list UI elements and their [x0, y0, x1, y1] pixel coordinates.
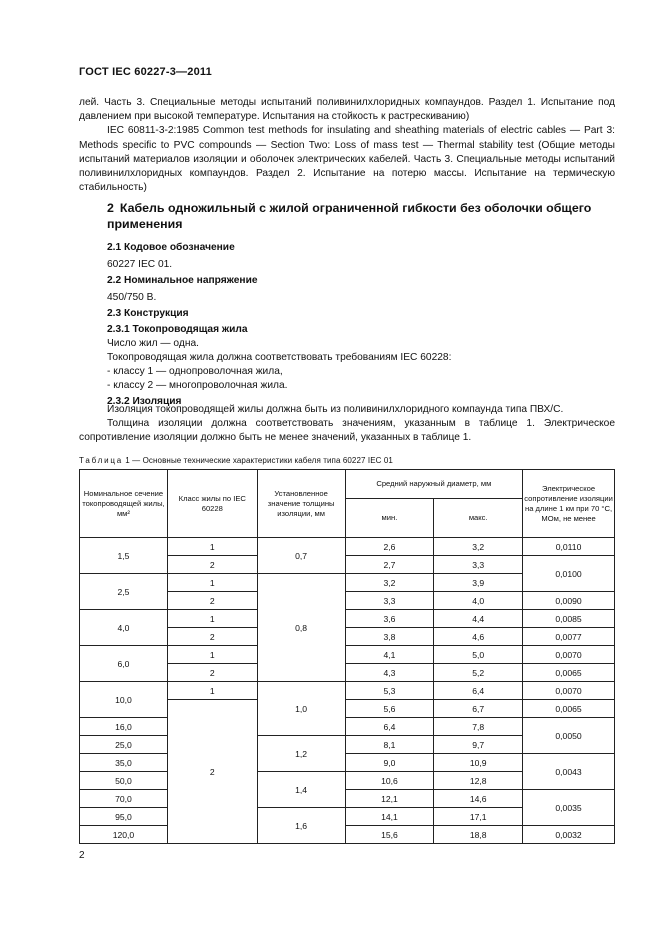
subsection-text: 450/750 В. [107, 292, 157, 303]
cell-section: 4,0 [80, 610, 168, 646]
cell-class: 2 [167, 700, 257, 844]
cell-section: 1,5 [80, 538, 168, 574]
cell-resistance: 0,0077 [523, 628, 615, 646]
subsection-text: Токопроводящая жила должна соответствовать требованиям IEC 60228: [107, 352, 452, 363]
header-diameter: Средний наружный диаметр, мм [345, 470, 523, 499]
cell-resistance: 0,0090 [523, 592, 615, 610]
list-item: - классу 1 — однопроволочная жила, [107, 366, 283, 377]
cell-dmin: 6,4 [345, 718, 434, 736]
cell-thickness: 1,4 [257, 772, 345, 808]
cell-dmax: 5,2 [434, 664, 523, 682]
cell-dmax: 3,9 [434, 574, 523, 592]
cell-thickness: 0,8 [257, 574, 345, 682]
cell-class: 1 [167, 538, 257, 556]
cell-section: 95,0 [80, 808, 168, 826]
cell-resistance: 0,0070 [523, 646, 615, 664]
cell-class: 2 [167, 592, 257, 610]
references-block [79, 96, 615, 195]
cell-dmax: 7,8 [434, 718, 523, 736]
cell-class: 1 [167, 574, 257, 592]
cell-section: 25,0 [80, 736, 168, 754]
subsection-text: Число жил — одна. [107, 338, 199, 349]
cell-section: 2,5 [80, 574, 168, 610]
cell-dmin: 3,8 [345, 628, 434, 646]
cell-resistance: 0,0110 [523, 538, 615, 556]
cell-resistance: 0,0070 [523, 682, 615, 700]
subsection-title: 2.3.2 Изоляция [107, 396, 182, 407]
paragraph: Толщина изоляции должна соответствовать значениям, указанным в таблице 1. Электрическое сопротивление изоляции должно быть не менее значений, указанных в таблице 1. [79, 418, 615, 444]
cell-dmin: 4,1 [345, 646, 434, 664]
cell-dmax: 14,6 [434, 790, 523, 808]
header-section: Номинальное сечение токопроводящей жилы, мм² [80, 470, 168, 538]
cell-class: 2 [167, 664, 257, 682]
cell-class: 2 [167, 628, 257, 646]
cell-section: 6,0 [80, 646, 168, 682]
cell-dmin: 4,3 [345, 664, 434, 682]
cell-dmin: 3,3 [345, 592, 434, 610]
cell-dmin: 5,6 [345, 700, 434, 718]
cell-section: 70,0 [80, 790, 168, 808]
section-title: Кабель одножильный с жилой ограниченной гибкости без оболочки общего применения [107, 201, 592, 231]
cell-dmax: 9,7 [434, 736, 523, 754]
cell-dmin: 9,0 [345, 754, 434, 772]
subsection-text: 60227 IEC 01. [107, 259, 173, 270]
header-min: мин. [345, 499, 434, 538]
cell-resistance: 0,0065 [523, 664, 615, 682]
cell-dmin: 3,2 [345, 574, 434, 592]
cell-dmin: 8,1 [345, 736, 434, 754]
subsection-title: 2.2 Номинальное напряжение [107, 275, 258, 286]
cell-dmax: 4,6 [434, 628, 523, 646]
cell-thickness: 1,2 [257, 736, 345, 772]
cell-thickness: 0,7 [257, 538, 345, 574]
subsection-title: 2.3 Конструкция [107, 308, 189, 319]
cell-dmin: 5,3 [345, 682, 434, 700]
cell-dmin: 2,6 [345, 538, 434, 556]
page-number: 2 [79, 850, 85, 861]
cell-section: 50,0 [80, 772, 168, 790]
reference-paragraph: IEC 60811-3-2:1985 Common test methods for insulating and sheathing materials of electric cables — Part 3: Methods specific to PVC compounds — Section Two: Loss of mass test — Thermal stability test (Общие методы испытаний материалов изоляции и оболочек электрических кабелей. Часть 3. Специальные методы испытаний поливинилхлоридных компаундов. Раздел 2. Испытание на потерю массы. Испытание на термическую стабильность) [79, 125, 615, 194]
section-number: 2 [107, 201, 114, 215]
cell-dmax: 10,9 [434, 754, 523, 772]
cell-dmin: 14,1 [345, 808, 434, 826]
cell-dmax: 4,4 [434, 610, 523, 628]
cell-dmax: 12,8 [434, 772, 523, 790]
header-resistance: Электрическое сопротивление изоляции на длине 1 км при 70 °С, МОм, не менее [523, 470, 615, 538]
reference-paragraph: лей. Часть 3. Специальные методы испытаний поливинилхлоридных компаундов. Раздел 1. Испытание под давлением при высокой температуре. Испытания на стойкость к растрескиванию) [79, 97, 615, 123]
header-class: Класс жилы по IEC 60228 [167, 470, 257, 538]
table-caption-word: Таблица [79, 456, 123, 465]
cell-class: 1 [167, 682, 257, 700]
cell-resistance: 0,0065 [523, 700, 615, 718]
cell-dmax: 17,1 [434, 808, 523, 826]
cell-section: 16,0 [80, 718, 168, 736]
cell-dmin: 2,7 [345, 556, 434, 574]
cell-section: 10,0 [80, 682, 168, 718]
table-caption-text: 1 — Основные технические характеристики кабеля типа 60227 IEC 01 [125, 456, 393, 465]
subsection-block [107, 241, 615, 409]
cell-dmax: 3,3 [434, 556, 523, 574]
cell-dmin: 10,6 [345, 772, 434, 790]
cell-thickness: 1,6 [257, 808, 345, 844]
cell-resistance: 0,0050 [523, 718, 615, 754]
cell-resistance: 0,0043 [523, 754, 615, 790]
header-max: макс. [434, 499, 523, 538]
table-caption [79, 456, 619, 465]
section-heading [107, 200, 607, 232]
cell-class: 1 [167, 610, 257, 628]
cell-dmax: 6,4 [434, 682, 523, 700]
cell-dmax: 6,7 [434, 700, 523, 718]
cell-section: 120,0 [80, 826, 168, 844]
cell-resistance: 0,0100 [523, 556, 615, 592]
cell-section: 35,0 [80, 754, 168, 772]
cell-dmax: 18,8 [434, 826, 523, 844]
cell-resistance: 0,0035 [523, 790, 615, 826]
cell-dmax: 4,0 [434, 592, 523, 610]
cell-thickness: 1,0 [257, 682, 345, 736]
cell-dmin: 12,1 [345, 790, 434, 808]
cell-dmax: 5,0 [434, 646, 523, 664]
header-thickness: Установленное значение толщины изоляции, мм [257, 470, 345, 538]
document-header: ГОСТ IEC 60227-3—2011 [79, 66, 212, 78]
cell-dmax: 3,2 [434, 538, 523, 556]
cell-dmin: 15,6 [345, 826, 434, 844]
subsection-title: 2.3.1 Токопроводящая жила [107, 324, 248, 335]
cell-class: 2 [167, 556, 257, 574]
list-item: - классу 2 — многопроволочная жила. [107, 380, 288, 391]
cell-resistance: 0,0085 [523, 610, 615, 628]
cell-dmin: 3,6 [345, 610, 434, 628]
insulation-text [79, 403, 615, 446]
paragraph: Изоляция токопроводящей жилы должна быть из поливинилхлоридного компаунда типа ПВХ/С. [107, 404, 564, 415]
subsection-title: 2.1 Кодовое обозначение [107, 242, 235, 253]
cell-class: 1 [167, 646, 257, 664]
spec-table [79, 469, 615, 844]
cell-resistance: 0,0032 [523, 826, 615, 844]
